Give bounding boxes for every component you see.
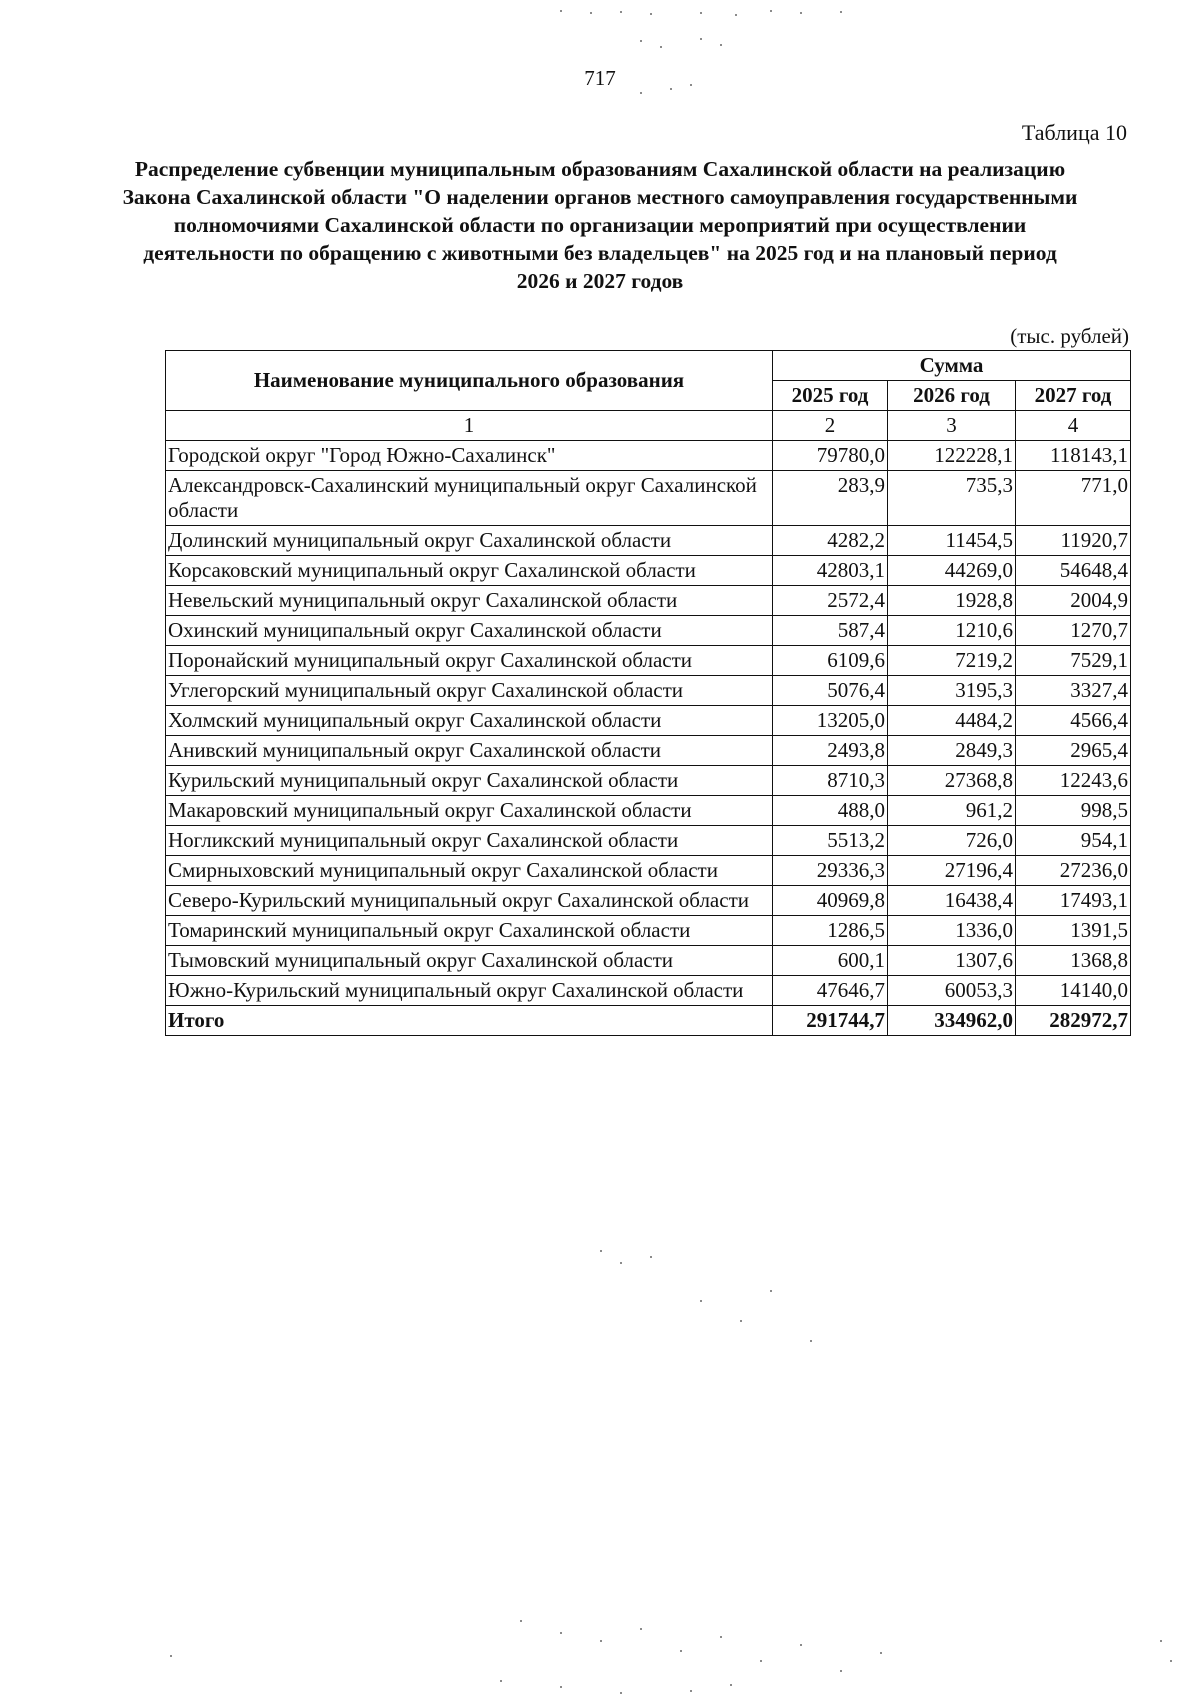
scan-speck bbox=[740, 1320, 742, 1322]
value-2025: 40969,8 bbox=[773, 886, 888, 916]
scan-speck bbox=[690, 1690, 692, 1692]
scan-speck bbox=[650, 13, 652, 15]
table-row bbox=[166, 471, 1131, 526]
table-row bbox=[166, 946, 1131, 976]
scan-speck bbox=[690, 84, 692, 86]
scan-speck bbox=[1160, 1640, 1162, 1642]
value-2026: 122228,1 bbox=[888, 441, 1016, 471]
total-row bbox=[166, 1006, 1131, 1036]
table-row bbox=[166, 616, 1131, 646]
table-row bbox=[166, 976, 1131, 1006]
value-2025: 2572,4 bbox=[773, 586, 888, 616]
scan-speck bbox=[700, 12, 702, 14]
value-2027: 118143,1 bbox=[1016, 441, 1131, 471]
scan-speck bbox=[720, 1636, 722, 1638]
value-2025: 79780,0 bbox=[773, 441, 888, 471]
value-2027: 11920,7 bbox=[1016, 526, 1131, 556]
table-row bbox=[166, 856, 1131, 886]
municipality-name: Курильский муниципальный округ Сахалинской области bbox=[166, 766, 773, 796]
value-2027: 1270,7 bbox=[1016, 616, 1131, 646]
value-2027: 27236,0 bbox=[1016, 856, 1131, 886]
value-2025: 5076,4 bbox=[773, 676, 888, 706]
scan-speck bbox=[560, 1686, 562, 1688]
municipality-name: Смирныховский муниципальный округ Сахалинской области bbox=[166, 856, 773, 886]
scan-speck bbox=[600, 1640, 602, 1642]
scan-speck bbox=[880, 1652, 882, 1654]
municipality-name: Томаринский муниципальный округ Сахалинской области bbox=[166, 916, 773, 946]
scan-speck bbox=[170, 1655, 172, 1657]
municipality-name: Александровск-Сахалинский муниципальный округ Сахалинской области bbox=[166, 471, 773, 526]
value-2025: 2493,8 bbox=[773, 736, 888, 766]
column-number: 2 bbox=[773, 411, 888, 441]
value-2026: 1928,8 bbox=[888, 586, 1016, 616]
table-row bbox=[166, 706, 1131, 736]
value-2026: 60053,3 bbox=[888, 976, 1016, 1006]
scan-speck bbox=[560, 10, 562, 12]
value-2026: 27196,4 bbox=[888, 856, 1016, 886]
header-year-2027: 2027 год bbox=[1016, 381, 1131, 411]
value-2026: 4484,2 bbox=[888, 706, 1016, 736]
column-number-row bbox=[166, 411, 1131, 441]
value-2026: 27368,8 bbox=[888, 766, 1016, 796]
scan-speck bbox=[640, 92, 642, 94]
value-2026: 7219,2 bbox=[888, 646, 1016, 676]
municipality-name: Углегорский муниципальный округ Сахалинской области bbox=[166, 676, 773, 706]
value-2027: 14140,0 bbox=[1016, 976, 1131, 1006]
scan-speck bbox=[700, 38, 702, 40]
value-2026: 11454,5 bbox=[888, 526, 1016, 556]
scan-speck bbox=[680, 1650, 682, 1652]
municipality-name: Южно-Курильский муниципальный округ Сахалинской области bbox=[166, 976, 773, 1006]
scan-speck bbox=[620, 1692, 622, 1694]
scan-speck bbox=[800, 12, 802, 14]
column-number: 3 bbox=[888, 411, 1016, 441]
value-2026: 2849,3 bbox=[888, 736, 1016, 766]
scan-speck bbox=[1170, 1660, 1172, 1662]
municipality-name: Поронайский муниципальный округ Сахалинской области bbox=[166, 646, 773, 676]
value-2025: 8710,3 bbox=[773, 766, 888, 796]
value-2026: 1210,6 bbox=[888, 616, 1016, 646]
subvention-table bbox=[165, 350, 1131, 1036]
scan-speck bbox=[730, 1684, 732, 1686]
scan-speck bbox=[800, 1644, 802, 1646]
value-2026: 1336,0 bbox=[888, 916, 1016, 946]
value-2025: 1286,5 bbox=[773, 916, 888, 946]
value-2026: 1307,6 bbox=[888, 946, 1016, 976]
scan-speck bbox=[720, 44, 722, 46]
units-label: (тыс. рублей) bbox=[1010, 324, 1129, 348]
scan-speck bbox=[600, 1250, 602, 1252]
table-label: Таблица 10 bbox=[1021, 120, 1127, 145]
table-row bbox=[166, 676, 1131, 706]
header-municipality: Наименование муниципального образования bbox=[166, 351, 773, 411]
scan-speck bbox=[640, 1628, 642, 1630]
value-2025: 488,0 bbox=[773, 796, 888, 826]
value-2026: 726,0 bbox=[888, 826, 1016, 856]
total-2025: 291744,7 bbox=[773, 1006, 888, 1036]
scan-speck bbox=[500, 1680, 502, 1682]
municipality-name: Тымовский муниципальный округ Сахалинской области bbox=[166, 946, 773, 976]
scan-speck bbox=[770, 1290, 772, 1292]
column-number: 4 bbox=[1016, 411, 1131, 441]
total-2026: 334962,0 bbox=[888, 1006, 1016, 1036]
value-2027: 2965,4 bbox=[1016, 736, 1131, 766]
municipality-name: Городской округ "Город Южно-Сахалинск" bbox=[166, 441, 773, 471]
scan-speck bbox=[810, 1340, 812, 1342]
scan-speck bbox=[520, 1620, 522, 1622]
scan-speck bbox=[660, 46, 662, 48]
municipality-name: Макаровский муниципальный округ Сахалинской области bbox=[166, 796, 773, 826]
value-2027: 954,1 bbox=[1016, 826, 1131, 856]
value-2025: 13205,0 bbox=[773, 706, 888, 736]
value-2026: 735,3 bbox=[888, 471, 1016, 526]
header-sum: Сумма bbox=[773, 351, 1131, 381]
value-2026: 3195,3 bbox=[888, 676, 1016, 706]
value-2025: 29336,3 bbox=[773, 856, 888, 886]
value-2025: 587,4 bbox=[773, 616, 888, 646]
municipality-name: Анивский муниципальный округ Сахалинской области bbox=[166, 736, 773, 766]
value-2027: 17493,1 bbox=[1016, 886, 1131, 916]
table-row bbox=[166, 766, 1131, 796]
value-2027: 12243,6 bbox=[1016, 766, 1131, 796]
table-title: Распределение субвенции муниципальным образованиям Сахалинской области на реализацию Закона Сахалинской области "О наделении органов местного самоуправления государственными полномочиями Сахалинской области по организации мероприятий при осуществлении деятельности по обращению с животными без владельцев" на 2025 год и на плановый период 2026 и 2027 годов bbox=[122, 157, 1078, 293]
scan-speck bbox=[620, 11, 622, 13]
table-row bbox=[166, 886, 1131, 916]
scan-speck bbox=[840, 1670, 842, 1672]
value-2027: 1391,5 bbox=[1016, 916, 1131, 946]
scan-speck bbox=[650, 1256, 652, 1258]
value-2027: 2004,9 bbox=[1016, 586, 1131, 616]
value-2025: 4282,2 bbox=[773, 526, 888, 556]
header-year-2026: 2026 год bbox=[888, 381, 1016, 411]
table-row bbox=[166, 796, 1131, 826]
value-2026: 961,2 bbox=[888, 796, 1016, 826]
value-2026: 16438,4 bbox=[888, 886, 1016, 916]
value-2025: 5513,2 bbox=[773, 826, 888, 856]
municipality-name: Долинский муниципальный округ Сахалинской области bbox=[166, 526, 773, 556]
table-row bbox=[166, 826, 1131, 856]
table-row bbox=[166, 646, 1131, 676]
column-number: 1 bbox=[166, 411, 773, 441]
scan-speck bbox=[700, 1300, 702, 1302]
municipality-name: Холмский муниципальный округ Сахалинской области bbox=[166, 706, 773, 736]
value-2027: 4566,4 bbox=[1016, 706, 1131, 736]
header-year-2025: 2025 год bbox=[773, 381, 888, 411]
scan-speck bbox=[760, 1660, 762, 1662]
value-2027: 54648,4 bbox=[1016, 556, 1131, 586]
scan-speck bbox=[840, 11, 842, 13]
value-2026: 44269,0 bbox=[888, 556, 1016, 586]
scan-speck bbox=[770, 10, 772, 12]
municipality-name: Корсаковский муниципальный округ Сахалинской области bbox=[166, 556, 773, 586]
table-row bbox=[166, 916, 1131, 946]
value-2025: 600,1 bbox=[773, 946, 888, 976]
value-2027: 998,5 bbox=[1016, 796, 1131, 826]
value-2027: 3327,4 bbox=[1016, 676, 1131, 706]
municipality-name: Охинский муниципальный округ Сахалинской области bbox=[166, 616, 773, 646]
scan-speck bbox=[640, 40, 642, 42]
scan-speck bbox=[590, 12, 592, 14]
value-2025: 283,9 bbox=[773, 471, 888, 526]
table-row bbox=[166, 526, 1131, 556]
value-2027: 7529,1 bbox=[1016, 646, 1131, 676]
value-2025: 6109,6 bbox=[773, 646, 888, 676]
scan-speck bbox=[560, 1632, 562, 1634]
scan-speck bbox=[670, 88, 672, 90]
municipality-name: Невельский муниципальный округ Сахалинской области bbox=[166, 586, 773, 616]
total-2027: 282972,7 bbox=[1016, 1006, 1131, 1036]
table-row bbox=[166, 736, 1131, 766]
page-number: 717 bbox=[584, 66, 616, 90]
value-2025: 47646,7 bbox=[773, 976, 888, 1006]
value-2027: 1368,8 bbox=[1016, 946, 1131, 976]
table-row bbox=[166, 586, 1131, 616]
total-label: Итого bbox=[166, 1006, 773, 1036]
scan-speck bbox=[620, 1262, 622, 1264]
value-2025: 42803,1 bbox=[773, 556, 888, 586]
value-2027: 771,0 bbox=[1016, 471, 1131, 526]
table-row bbox=[166, 556, 1131, 586]
table-row bbox=[166, 441, 1131, 471]
municipality-name: Ногликский муниципальный округ Сахалинской области bbox=[166, 826, 773, 856]
scan-speck bbox=[735, 14, 737, 16]
municipality-name: Северо-Курильский муниципальный округ Сахалинской области bbox=[166, 886, 773, 916]
